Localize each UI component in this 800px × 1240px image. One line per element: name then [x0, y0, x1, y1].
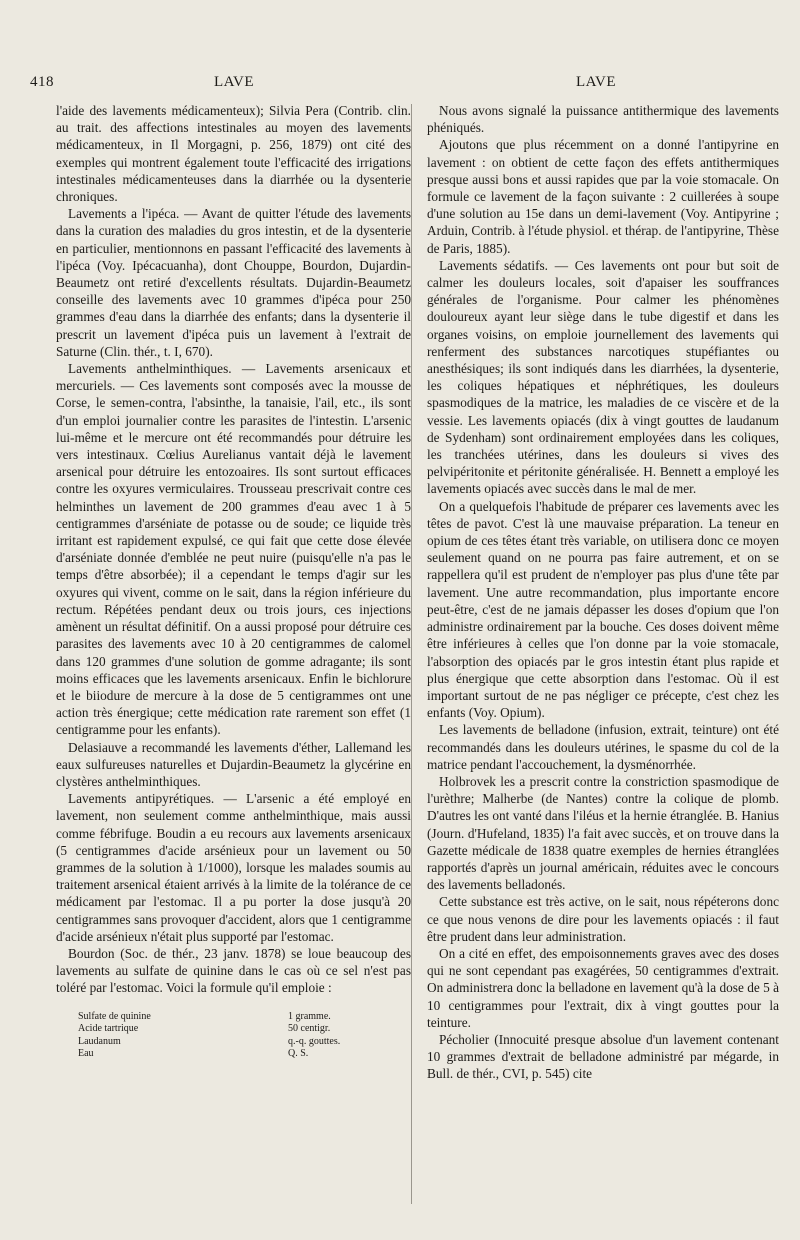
paragraph: Lavements a l'ipéca. — Avant de quitter l'étude des lavements dans la curation des maladies du gros intestin, et de la dysenterie en particulier, mentionnons en passant l'efficacité des lavements à l'ipéca (Voy. Ipécacuanha), dont Chouppe, Bourdon, Dujardin-Beaumetz ont retiré d'excellents résultats. Dujardin-Beaumetz conseille des lavements avec 10 grammes d'ipéca pour 250 grammes d'eau dans la diarrhée des enfants; dans la dysenterie il prescrit un lavement d'ipéca puis un lavement à l'extrait de Saturne (Clin. thér., t. I, 670). [56, 206, 411, 359]
paragraph: Holbrovek les a prescrit contre la constriction spasmodique de l'urèthre; Malherbe (de Nantes) contre la colique de plomb. D'autres les ont vanté dans l'iléus et la hernie étranglée. B. Hanius (Journ. d'Hufeland, 1835) l'a fait avec succès, et on trouve dans la Gazette médicale de 1838 quatre exemples de hernies étranglées rapportés d'après un journal américain, réduites avec le concours des lavements belladonés. [427, 773, 779, 893]
formula-row [78, 1011, 411, 1024]
paragraph: Ajoutons que plus récemment on a donné l'antipyrine en lavement : on obtient de cette façon des effets antithermiques presque aussi bons et aussi rapides que par la voie stomacale. On formule ce lavement de la façon suivante : 2 cuillerées à soupe d'une solution au 15e dans un demi-lavement (Voy. Antipyrine ; Arduin, Contrib. à l'étude physiol. et thérap. de l'antipyrine, Thèse de Paris, 1885). [427, 137, 779, 256]
formula-ingredient: Eau [78, 1048, 94, 1060]
column-divider [411, 104, 412, 1204]
formula-ingredient: Acide tartrique [78, 1023, 139, 1035]
paragraph: Lavements sédatifs. — Ces lavements ont pour but soit de calmer les douleurs locales, soit d'apaiser les souffrances générales de l'organisme. Pour calmer les phénomènes douloureux ayant leur siège dans le tube digestif et dans les organes voisins, on emploie journellement des lavements qui renferment des substances narcotiques stupéfiantes ou anesthésiques; ils sont indiqués dans les diarrhées, la dysenterie, les coliques hépatiques et néphrétiques, les douleurs spasmodiques de la matrice, les maladies de ce viscère et de la vessie. Les lavements opiacés (dix à vingt gouttes de laudanum de Sydenham) sont ordinairement employées dans les coliques, les tranchées utérines, dans les douleurs si vives des pelvipéritonite et péritonite généralisée. H. Bennett a employé les lavements opiacés avec succès dans le mal de mer. [427, 257, 779, 497]
paragraph: Lavements anthelminthiques. — Lavements arsenicaux et mercuriels. — Ces lavements sont composés avec la mousse de Corse, le semen-contra, l'absinthe, la tanaisie, l'ail, etc., ils sont d'un emploi journalier contre les parasites de l'intestin. L'arsenic lui-même et le mercure ont été recommandés pour détruire les vers intestinaux. Cœlius Aurelianus vantait déjà le lavement arsenical pour détruire les entozoaires. Ils sont surtout efficaces contre les oxyures vermiculaires. Trousseau prescrivait contre ces helminthes un lavement de 200 grammes d'eau avec 1 à 5 centigrammes d'arséniate de potasse ou de soude; ce liquide très irritant est rapidement expulsé, ce qui fait que cette dose élevée d'arséniate donnée d'emblée ne peut nuire (puisqu'elle n'a pas le temps d'être absorbée); il a cependant le temps d'agir sur les oxyures qui vivent, comme on le sait, dans la région inférieure du rectum. Répétées pendant deux ou trois jours, ces injections amènent un résultat définitif. On a aussi proposé pour détruire ces parasites des lavements avec 10 à 20 centigrammes de calomel dans 120 grammes d'une solution de gomme adragante; ils sont moins efficaces que les lavements arsenicaux. Enfin le bichlorure et le biiodure de mercure à la dose de 5 centigrammes ont une action très énergique; cette médication rate rarement son effet (1 centigramme pour les enfants). [56, 361, 411, 738]
formula-ingredient: Laudanum [78, 1035, 121, 1047]
left-column [56, 102, 411, 1061]
formula-row [78, 1036, 411, 1049]
paragraph: l'aide des lavements médicamenteux); Silvia Pera (Contrib. clin. au trait. des affections intestinales au moyen des lavements médicamenteux, in Il Morgagni, p. 256, 1879) ont cité des exemples qui montrent également toute l'efficacité des irrigations intestinales médicamenteuses dans la diarrhée ou la dysenterie chroniques. [56, 103, 411, 205]
paragraph: Delasiauve a recommandé les lavements d'éther, Lallemand les eaux sulfureuses naturelles et Dujardin-Beaumetz la glycérine en clystères anthelminthiques. [56, 739, 411, 789]
formula-ingredient: Sulfate de quinine [78, 1010, 151, 1022]
paragraph: On a cité en effet, des empoisonnements graves avec des doses qui ne sont cependant pas exagérées, 50 centigrammes d'extrait. On administrera donc la belladone en lavement qu'à la dose de 5 à 10 centigrammes pour l'extrait, dix à vingt gouttes pour la teinture. [427, 945, 779, 1030]
paragraph: Nous avons signalé la puissance antithermique des lavements phéniqués. [427, 103, 779, 136]
quinine-formula [78, 1011, 411, 1061]
page-number: 418 [30, 74, 54, 90]
running-head-left: LAVE [214, 74, 255, 90]
formula-amount: 50 centigr. [288, 1023, 331, 1035]
formula-row [78, 1023, 411, 1036]
formula-row [78, 1048, 411, 1061]
paragraph: Bourdon (Soc. de thér., 23 janv. 1878) se loue beaucoup des lavements au sulfate de quinine dans le cas où ce sel n'est pas toléré par l'estomac. Voici la formule qu'il emploie : [56, 945, 411, 996]
right-column [427, 102, 779, 1083]
paragraph: Pécholier (Innocuité presque absolue d'un lavement contenant 10 grammes d'extrait de belladone administré par mégarde, in Bull. de thér., CVI, p. 545) cite [427, 1031, 779, 1082]
formula-amount: q.-q. gouttes. [288, 1035, 341, 1047]
paragraph: On a quelquefois l'habitude de préparer ces lavements avec les têtes de pavot. C'est là une mauvaise préparation. La teneur en opium de ces têtes étant très variable, on utilisera donc ce moyen seulement quand on ne pourra pas faire autrement, et on se rappellera qu'il est prudent de n'employer pas plus d'une tête par lavement. Une autre recommandation, plus importante encore peut-être, c'est de ne jamais dépasser les doses d'opium que l'on administre ordinairement par la bouche. Ces doses doivent même être inférieures à celles que l'on donne par la voie stomacale, l'absorption des opiacés par le gros intestin étant plus rapide et plus énergique que cette absorption dans l'estomac. Où il est important surtout de ne pas négliger ce précepte, c'est chez les enfants (Voy. Opium). [427, 498, 779, 721]
formula-amount: 1 gramme. [288, 1010, 331, 1022]
formula-amount: Q. S. [288, 1048, 309, 1060]
paragraph: Les lavements de belladone (infusion, extrait, teinture) ont été recommandés dans les douleurs utérines, le spasme du col de la matrice pendant l'accouchement, la dysménorrhée. [427, 722, 779, 772]
running-head-right: LAVE [576, 74, 617, 90]
paragraph: Lavements antipyrétiques. — L'arsenic a été employé en lavement, non seulement comme anthelminthique, mais aussi comme fébrifuge. Boudin a eu recours aux lavements arsenicaux (5 centigrammes d'acide arsénieux pour un lavement ou 50 grammes de la solution à 1/1000), lorsque les malades soumis au traitement arsenical étaient arrivés à la limite de la tolérance de ce médicament par l'estomac. Il a pu porter la dose jusqu'à 20 centigrammes sans provoquer d'accident, alors que 1 centigramme d'acide arsénieux n'était plus supporté par l'estomac. [56, 791, 411, 944]
paragraph: Cette substance est très active, on le sait, nous répéterons donc ce que nous venons de dire pour les lavements opiacés : il faut être prudent dans leur administration. [427, 894, 779, 944]
